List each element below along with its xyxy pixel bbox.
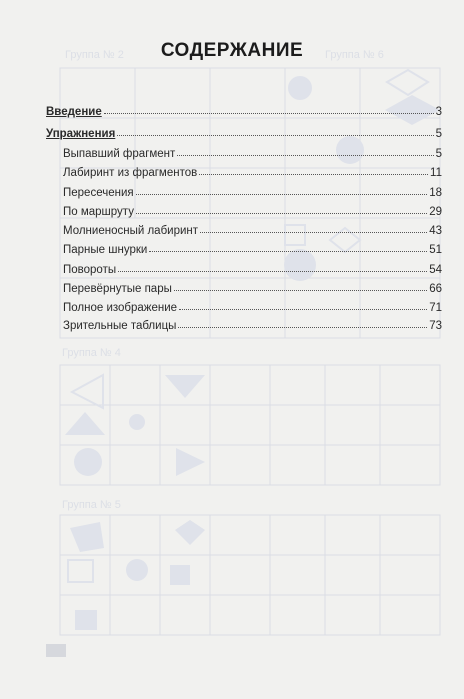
toc-entry[interactable] [63, 277, 442, 295]
toc-dot-leader [200, 232, 427, 233]
toc-entry-title: По маршруту [63, 206, 134, 218]
toc-page-number: 3 [435, 106, 442, 118]
toc-entry-title: Пересечения [63, 187, 134, 199]
toc-dot-leader [179, 309, 427, 310]
toc-page-number: 11 [430, 167, 442, 179]
toc-entry[interactable] [63, 200, 442, 218]
toc-page-number: 73 [429, 320, 442, 332]
toc-page-number: 18 [429, 187, 442, 199]
toc-dot-leader [118, 271, 427, 272]
toc-entry-title: Зрительные таблицы [63, 320, 177, 332]
toc-dot-leader [117, 135, 433, 136]
toc-page-number: 29 [429, 206, 442, 218]
toc-entry-title: Лабиринт из фрагментов [63, 167, 198, 179]
svg-text:Группа № 6: Группа № 6 [325, 49, 384, 61]
toc-entry-title: Полное изображение [63, 302, 178, 314]
toc-entry[interactable] [63, 258, 442, 276]
svg-text:Группа № 4: Группа № 4 [62, 347, 121, 359]
toc-entry[interactable] [46, 100, 442, 118]
toc-dot-leader [136, 194, 428, 195]
toc-entry-title: Молниеносный лабиринт [63, 225, 199, 237]
svg-text:Группа № 5: Группа № 5 [62, 499, 121, 511]
toc-entry-title: Повороты [63, 264, 117, 276]
toc-entry[interactable] [63, 314, 442, 332]
toc-dot-leader [177, 155, 433, 156]
toc-dot-leader [136, 213, 427, 214]
toc-page-number: 71 [429, 302, 442, 314]
toc-dot-leader [178, 327, 427, 328]
toc-entry[interactable] [63, 161, 442, 179]
toc-entry-title: Парные шнурки [63, 244, 148, 256]
toc-page-number: 66 [429, 283, 442, 295]
toc-page-number: 51 [429, 244, 442, 256]
svg-text:Группа № 2: Группа № 2 [65, 49, 124, 61]
toc-dot-leader [199, 174, 428, 175]
toc-entry-title: Перевёрнутые пары [63, 283, 172, 295]
toc-dot-leader [149, 251, 427, 252]
toc-entry[interactable] [63, 296, 442, 314]
toc-entry[interactable] [63, 181, 442, 199]
toc-dot-leader [174, 290, 427, 291]
toc-dot-leader [104, 113, 434, 114]
toc-entry[interactable] [46, 122, 442, 140]
toc-entry[interactable] [63, 238, 442, 256]
toc-page-number: 5 [435, 128, 442, 140]
toc-entry-title: Выпавший фрагмент [63, 148, 176, 160]
toc-entry-title: Упражнения [46, 128, 116, 140]
toc-page-number: 43 [429, 225, 442, 237]
toc-entry-title: Введение [46, 106, 102, 118]
page-title: СОДЕРЖАНИЕ [160, 40, 304, 61]
toc-page-number: 5 [435, 148, 442, 160]
toc-page-number: 54 [429, 264, 442, 276]
toc-entry[interactable] [63, 142, 442, 160]
toc-entry[interactable] [63, 219, 442, 237]
